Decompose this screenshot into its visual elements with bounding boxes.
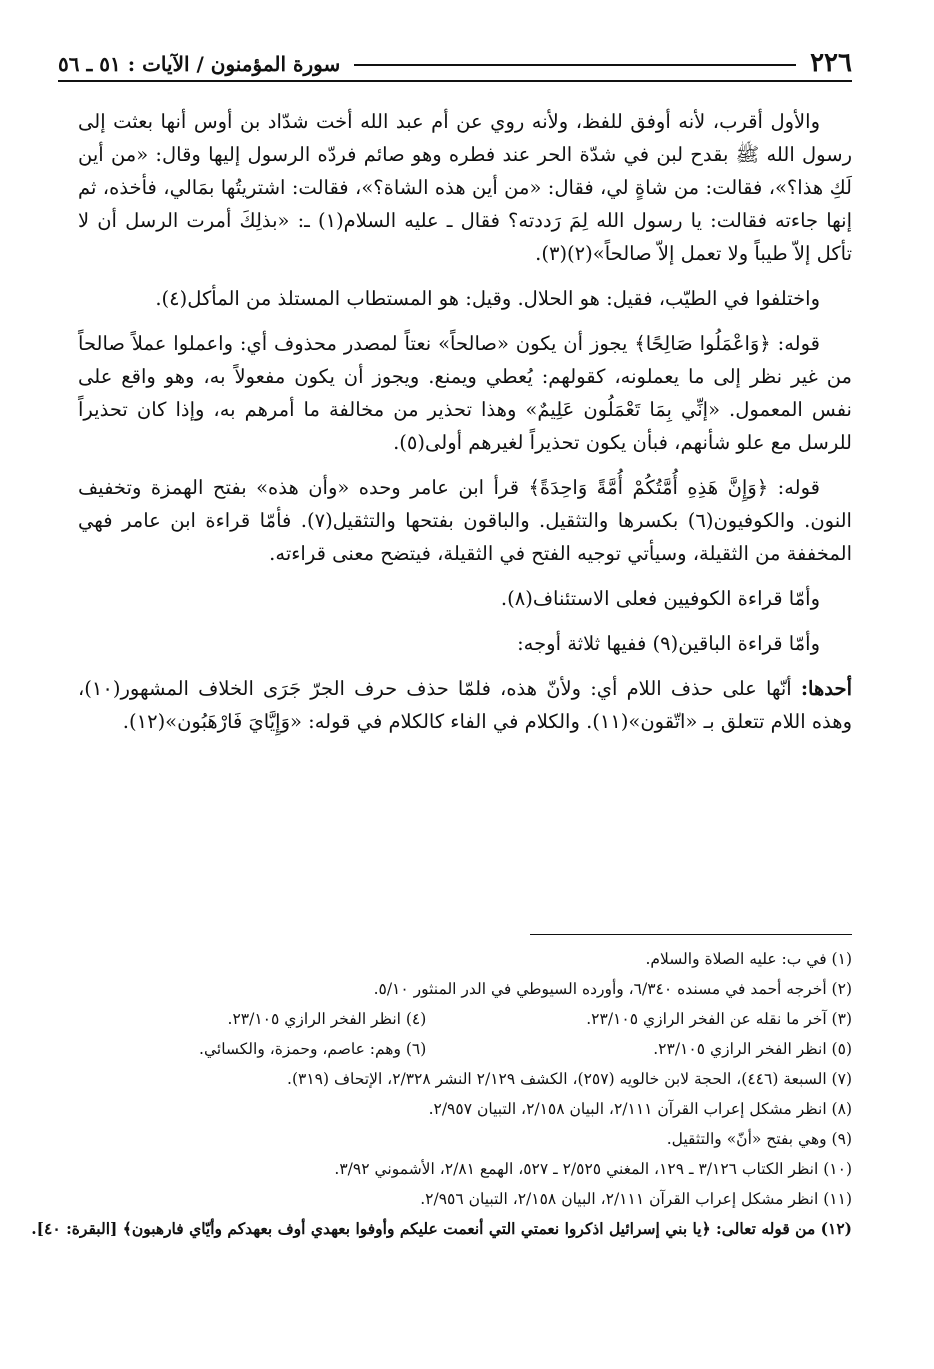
footnote: (٧) السبعة (٤٤٦)، الحجة لابن خالويه (٢٥٧)، الكشف ٢/١٢٩ النشر ٢/٣٢٨، الإتحاف (٣١٩).	[287, 1070, 852, 1088]
footnote-row	[78, 1064, 852, 1094]
footnote: (١١) انظر مشكل إعراب القرآن ٢/١١١، البيان ٢/١٥٨، التبيان ٢/٩٥٦.	[420, 1190, 852, 1208]
running-title: سورة المؤمنون / الآيات : ٥١ ـ ٥٦	[58, 52, 341, 76]
paragraph: وأمّا قراءة الباقين(٩) ففيها ثلاثة أوجه:	[517, 632, 820, 655]
main-text	[78, 105, 852, 750]
footnote-row	[31, 1214, 852, 1244]
paragraph-lead: أحدها:	[800, 677, 852, 700]
page-number: ٢٢٦	[810, 48, 852, 78]
footnote-row	[78, 974, 852, 1004]
paragraph	[78, 672, 852, 738]
paragraph: واختلفوا في الطيّب، فقيل: هو الحلال. وقيل: هو المستطاب المستلذ من المأكل(٤).	[155, 287, 820, 310]
footnotes	[31, 944, 852, 1244]
footnote-row	[78, 1094, 852, 1124]
footnote: (٦) وهم: عاصم، وحمزة، والكسائي.	[199, 1040, 427, 1058]
footnote-row	[78, 944, 852, 974]
paragraph-text: أنّها على حذف اللام أي: ولأنّ هذه، فلمّا حذف حرف الجرّ جَرَى الخلاف المشهور(١٠)، وهذه اللام تتعلق بـ «اتّقون»(١١). والكلام في الفاء كالكلام في قوله: «وَإِيَّايَ فَارْهَبُون»(١٢).	[78, 677, 852, 733]
header-rule	[354, 64, 796, 66]
paragraph: والأول أقرب، لأنه أوفق للفظ، ولأنه روي عن أم عبد الله أخت شدّاد بن أوس أنها بعثت إلى رسول الله ﷺ بقدح لبن في شدّة الحر عند فطره وهو صائم فردّه الرسول إليها وقال: «من أين لَكِ هذا؟»، فقالت: من شاةٍ لي، فقال: «من أين هذه الشاة؟»، فقالت: اشتريتُها بمَالي، فأخذه، ثم إنها جاءته فقالت: يا رسول الله لِمَ رَددته؟ فقال ـ عليه السلام(١) ـ: «بذلِكَ أمرت الرسل أن لا تأكل إلاّ طيباً ولا تعمل إلاّ صالحاً»(٢)(٣).	[78, 110, 852, 265]
footnote: (٨) انظر مشكل إعراب القرآن ٢/١١١، البيان ٢/١٥٨، التبيان ٢/٩٥٧.	[428, 1100, 852, 1118]
paragraph: قوله: ﴿وَاعْمَلُوا صَالِحًا﴾ يجوز أن يكون «صالحاً» نعتاً لمصدر محذوف أي: واعملوا عملاً صالحاً من غير نظر إلى ما يعملونه، كقولهم: يُعطي ويمنع. ويجوز أن يكون مفعولاً به، وهو واقع على نفس المعمول. «إنِّي بِمَا تَعْمَلُون عَلِيمٌ» وهذا تحذير من مخالفة ما أمرهم به، وإذا كان تحذيراً للرسل مع علو شأنهم، فبأن يكون تحذيراً لغيرهم أولى(٥).	[78, 332, 852, 454]
footnote-row	[78, 1184, 852, 1214]
footnote: (٣) آخر ما نقله عن الفخر الرازي ٢٣/١٠٥.	[586, 1010, 852, 1028]
footnote-row	[78, 1124, 852, 1154]
footnote: (٤) انظر الفخر الرازي ٢٣/١٠٥.	[227, 1010, 427, 1028]
footnote-separator	[530, 934, 852, 935]
footnote-row	[78, 1154, 852, 1184]
page-header	[58, 36, 852, 82]
footnote-row	[78, 1034, 852, 1064]
paragraph: وأمّا قراءة الكوفيين فعلى الاستئناف(٨).	[500, 587, 820, 610]
footnote: (٥) انظر الفخر الرازي ٢٣/١٠٥.	[653, 1040, 852, 1058]
paragraph: قوله: ﴿وَإِنَّ هَذِهِ أُمَّتُكُمْ أُمَّةً وَاحِدَةً﴾ قرأ ابن عامر وحده «وأن هذه» بفتح الهمزة وتخفيف النون. والكوفيون(٦) بكسرها والتثقيل. والباقون بفتحها والتثقيل(٧). فأمّا قراءة ابن عامر فهي المخففة من الثقيلة، وسيأتي توجيه الفتح في الثقيلة، فيتضح معنى قراءته.	[78, 476, 852, 565]
footnote: (٢) أخرجه أحمد في مسنده ٦/٣٤٠، وأورده السيوطي في الدر المنثور ٥/١٠.	[373, 980, 852, 998]
footnote-row	[78, 1004, 852, 1034]
footnote: (٩) وهي بفتح «أنّ» والتثقيل.	[666, 1130, 852, 1148]
footnote: (١٠) انظر الكتاب ٣/١٢٦ ـ ١٢٩، المغني ٢/٥٢٥ ـ ٥٢٧، الهمع ٢/٨١، الأشموني ٣/٩٢.	[334, 1160, 852, 1178]
footnote: (١) في ب: عليه الصلاة والسلام.	[645, 950, 852, 968]
footnote: (١٢) من قوله تعالى: ﴿يا بني إسرائيل اذكروا نعمتي التي أنعمت عليكم وأوفوا بعهدي أوف بعهدكم وأيّاي فارهبون﴾ [البقرة: ٤٠].	[31, 1219, 852, 1238]
